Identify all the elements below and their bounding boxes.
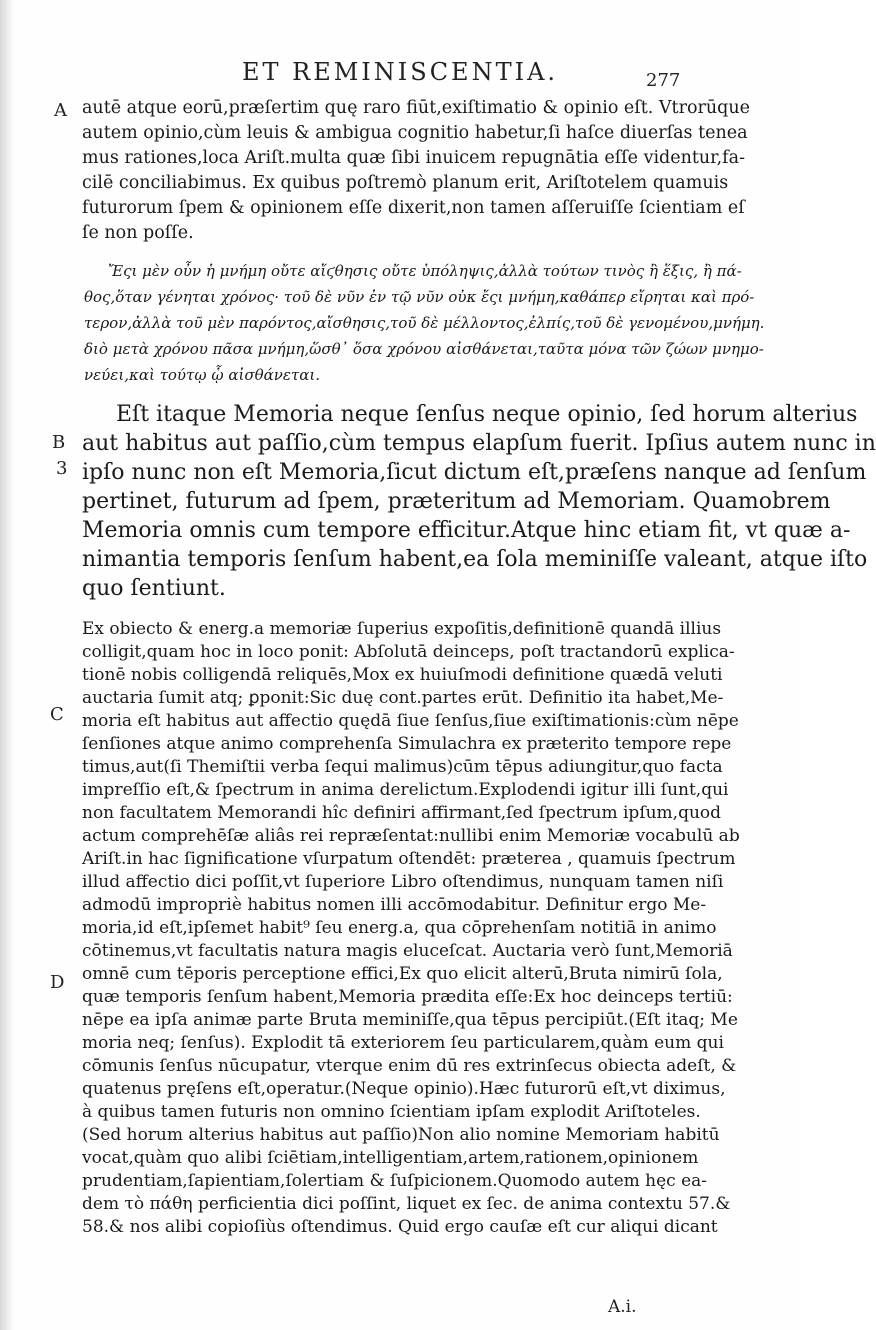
greek-line: διὸ μετὰ χρόνου πᾶσα μνήμη,ὥσθ᾽ ὅσα χρόνου αἰσθάνεται,ταῦτα μόνα τῶν ζώων μνημο-	[84, 340, 764, 358]
text-line: admodū impropriè habitus nomen illi accōmodabitur. Definitur ergo Me-	[82, 895, 707, 915]
margin-marker-d: D	[50, 972, 65, 993]
margin-marker-a: A	[54, 100, 67, 121]
running-head: ET REMINISCENTIA.	[241, 58, 559, 86]
text-line: pertinet, futurum ad ſpem, præteritum ad Memoriam. Quamobrem	[82, 489, 831, 514]
text-line: ſe non poſſe.	[82, 223, 194, 243]
text-line: ſenſiones atque animo comprehenſa Simulachra ex præterito tempore repe	[82, 734, 732, 754]
text-line: quatenus pręſens eſt,operatur.(Neque opinio).Hæc futurorū eſt,vt diximus,	[82, 1079, 726, 1099]
text-line: moria,id eſt,ipſemet habit⁹ ſeu energ.a, qua cōprehenſam notitiā in animo	[82, 918, 717, 938]
text-line: aut habitus aut paſſio,cùm tempus elapſum fuerit. Ipſius autem nunc in	[82, 431, 876, 456]
text-line: cōtinemus,vt facultatis natura magis eluceſcat. Auctaria verò ſunt,Memoriā	[82, 941, 733, 961]
text-line: moria neq; ſenſus). Explodit tā exteriorem ſeu particularem,quàm eum qui	[82, 1033, 724, 1053]
text-line: cilē conciliabimus. Ex quibus poſtremò planum erit, Ariſtotelem quamuis	[82, 173, 729, 193]
text-line: autē atque eorū,præſertim quę raro fiūt,exiſtimatio & opinio eſt. Vtrorūque	[82, 98, 750, 118]
text-line: cōmunis ſenſus nūcupatur, vterque enim dū res extrinſecus obiecta adeſt, &	[82, 1056, 737, 1076]
text-line: omnē cum tēporis perceptione effici,Ex quo elicit alterū,Bruta nimirū ſola,	[82, 964, 723, 984]
text-line: Memoria omnis cum tempore efficitur.Atque hinc etiam fit, vt quæ a-	[82, 518, 851, 543]
greek-passage	[84, 258, 765, 388]
text-line: (Sed horum alterius habitus aut paſſio)Non alio nomine Memoriam habitū	[82, 1125, 720, 1145]
commentary-paragraph	[82, 618, 740, 1239]
text-line: auctaria ſumit atq; ꝑponit:Sic duę cont.partes erūt. Definitio ita habet,Me-	[82, 688, 724, 708]
text-line: vocat,quàm quo alibi ſciētiam,intelligentiam,artem,rationem,opinionem	[82, 1148, 699, 1168]
text-line: actum comprehēſæ aliâs rei repræſentat:nullibi enim Memoriæ vocabulū ab	[82, 826, 740, 846]
text-line: quo ſentiunt.	[82, 576, 226, 601]
margin-marker-b-number: 3	[56, 458, 68, 479]
text-line: tionē nobis colligendā reliquēs,Mox ex huiuſmodi definitione quædā veluti	[82, 665, 723, 685]
text-line: nēpe ea ipſa animæ parte Bruta meminiſſe,qua tēpus percipiūt.(Eſt itaq; Me	[82, 1010, 738, 1030]
text-line: Ex obiecto & energ.a memoriæ ſuperius expoſitis,definitionē quandā illius	[82, 619, 722, 639]
text-line: illud affectio dici poſſit,vt ſuperiore Libro oſtendimus, nunquam tamen niſi	[82, 872, 724, 892]
greek-line: νεύει,καὶ τούτῳ ᾧ αἰσθάνεται.	[84, 366, 321, 384]
text-line: moria eſt habitus aut affectio quędā ſiue ſenſus,ſiue exiſtimationis:cùm nēpe	[82, 711, 739, 731]
text-line: ipſo nunc non eſt Memoria,ſicut dictum eſt,præſens nanque ad ſenſum	[82, 460, 867, 485]
catchword: A.i.	[608, 1297, 637, 1317]
text-line: quæ temporis ſenſum habent,Memoria prædita eſſe:Ex hoc deinceps tertiū:	[82, 987, 733, 1007]
greek-line: Ἔςι μὲν οὖν ἡ μνήμη οὔτε αἴϛθησις οὔτε ὑπόληψις,ἀλλὰ τούτων τινὸς ἢ ἕξις, ἢ πά-	[108, 262, 742, 280]
text-line: non facultatem Memorandi hîc definiri affirmant,ſed ſpectrum ipſum,quod	[82, 803, 722, 823]
text-line: 58.& nos alibi copioſiùs oſtendimus. Quid ergo cauſæ eſt cur aliqui dicant	[82, 1217, 718, 1237]
text-line: nimantia temporis ſenſum habent,ea ſola meminiſſe valeant, atque iſto	[82, 547, 868, 572]
text-line: Ariſt.in hac ſignificatione vſurpatum oſtendēt: præterea , quamuis ſpectrum	[82, 849, 736, 869]
text-line: à quibus tamen futuris non omnino ſcientiam ipſam explodit Ariſtoteles.	[82, 1102, 701, 1122]
greek-line: θος,ὅταν γένηται χρόνος· τοῦ δὲ νῦν ἐν τῷ νῦν οὐκ ἔςι μνήμη,καθάπερ εἴρηται καὶ πρό-	[84, 288, 755, 306]
text-line: autem opinio,cùm leuis & ambigua cognitio habetur,ſi haſce diuerſas tenea	[82, 123, 748, 143]
text-line: prudentiam,ſapientiam,ſolertiam & ſuſpicionem.Quomodo autem hęc ea-	[82, 1171, 708, 1191]
text-line: Eſt itaque Memoria neque ſenſus neque opinio, ſed horum alterius	[116, 402, 858, 427]
margin-marker-c: C	[50, 704, 64, 725]
margin-marker-b: B	[52, 432, 66, 453]
text-line: timus,aut(ſi Themiſtii verba ſequi malimus)cūm tēpus adiungitur,quo facta	[82, 757, 723, 777]
text-line: dem τὸ πάθη perficientia dici poſſint, liquet ex ſec. de anima contextu 57.&	[82, 1194, 731, 1214]
latin-translation-paragraph	[82, 400, 876, 603]
text-line: colligit,quam hoc in loco ponit: Abſolutā deinceps, poſt tractandorū explica-	[82, 642, 735, 662]
gutter-shadow	[0, 0, 14, 1330]
text-line: mus rationes,loca Ariſt.multa quæ ſibi inuicem repugnātia eſſe videntur,fa-	[82, 148, 746, 168]
opening-paragraph	[82, 96, 750, 246]
text-line: impreſſio eſt,& ſpectrum in anima derelictum.Explodendi igitur illi ſunt,qui	[82, 780, 729, 800]
greek-line: τερον,ἀλλὰ τοῦ μὲν παρόντος,αἴσθησις,τοῦ δὲ μέλλοντος,ἐλπίς,τοῦ δὲ γενομένου,μνήμη.	[84, 314, 765, 332]
page-number: 277	[646, 70, 681, 91]
text-line: futurorum ſpem & opinionem eſſe dixerit,non tamen aſſeruiſſe ſcientiam eſ	[82, 198, 745, 218]
